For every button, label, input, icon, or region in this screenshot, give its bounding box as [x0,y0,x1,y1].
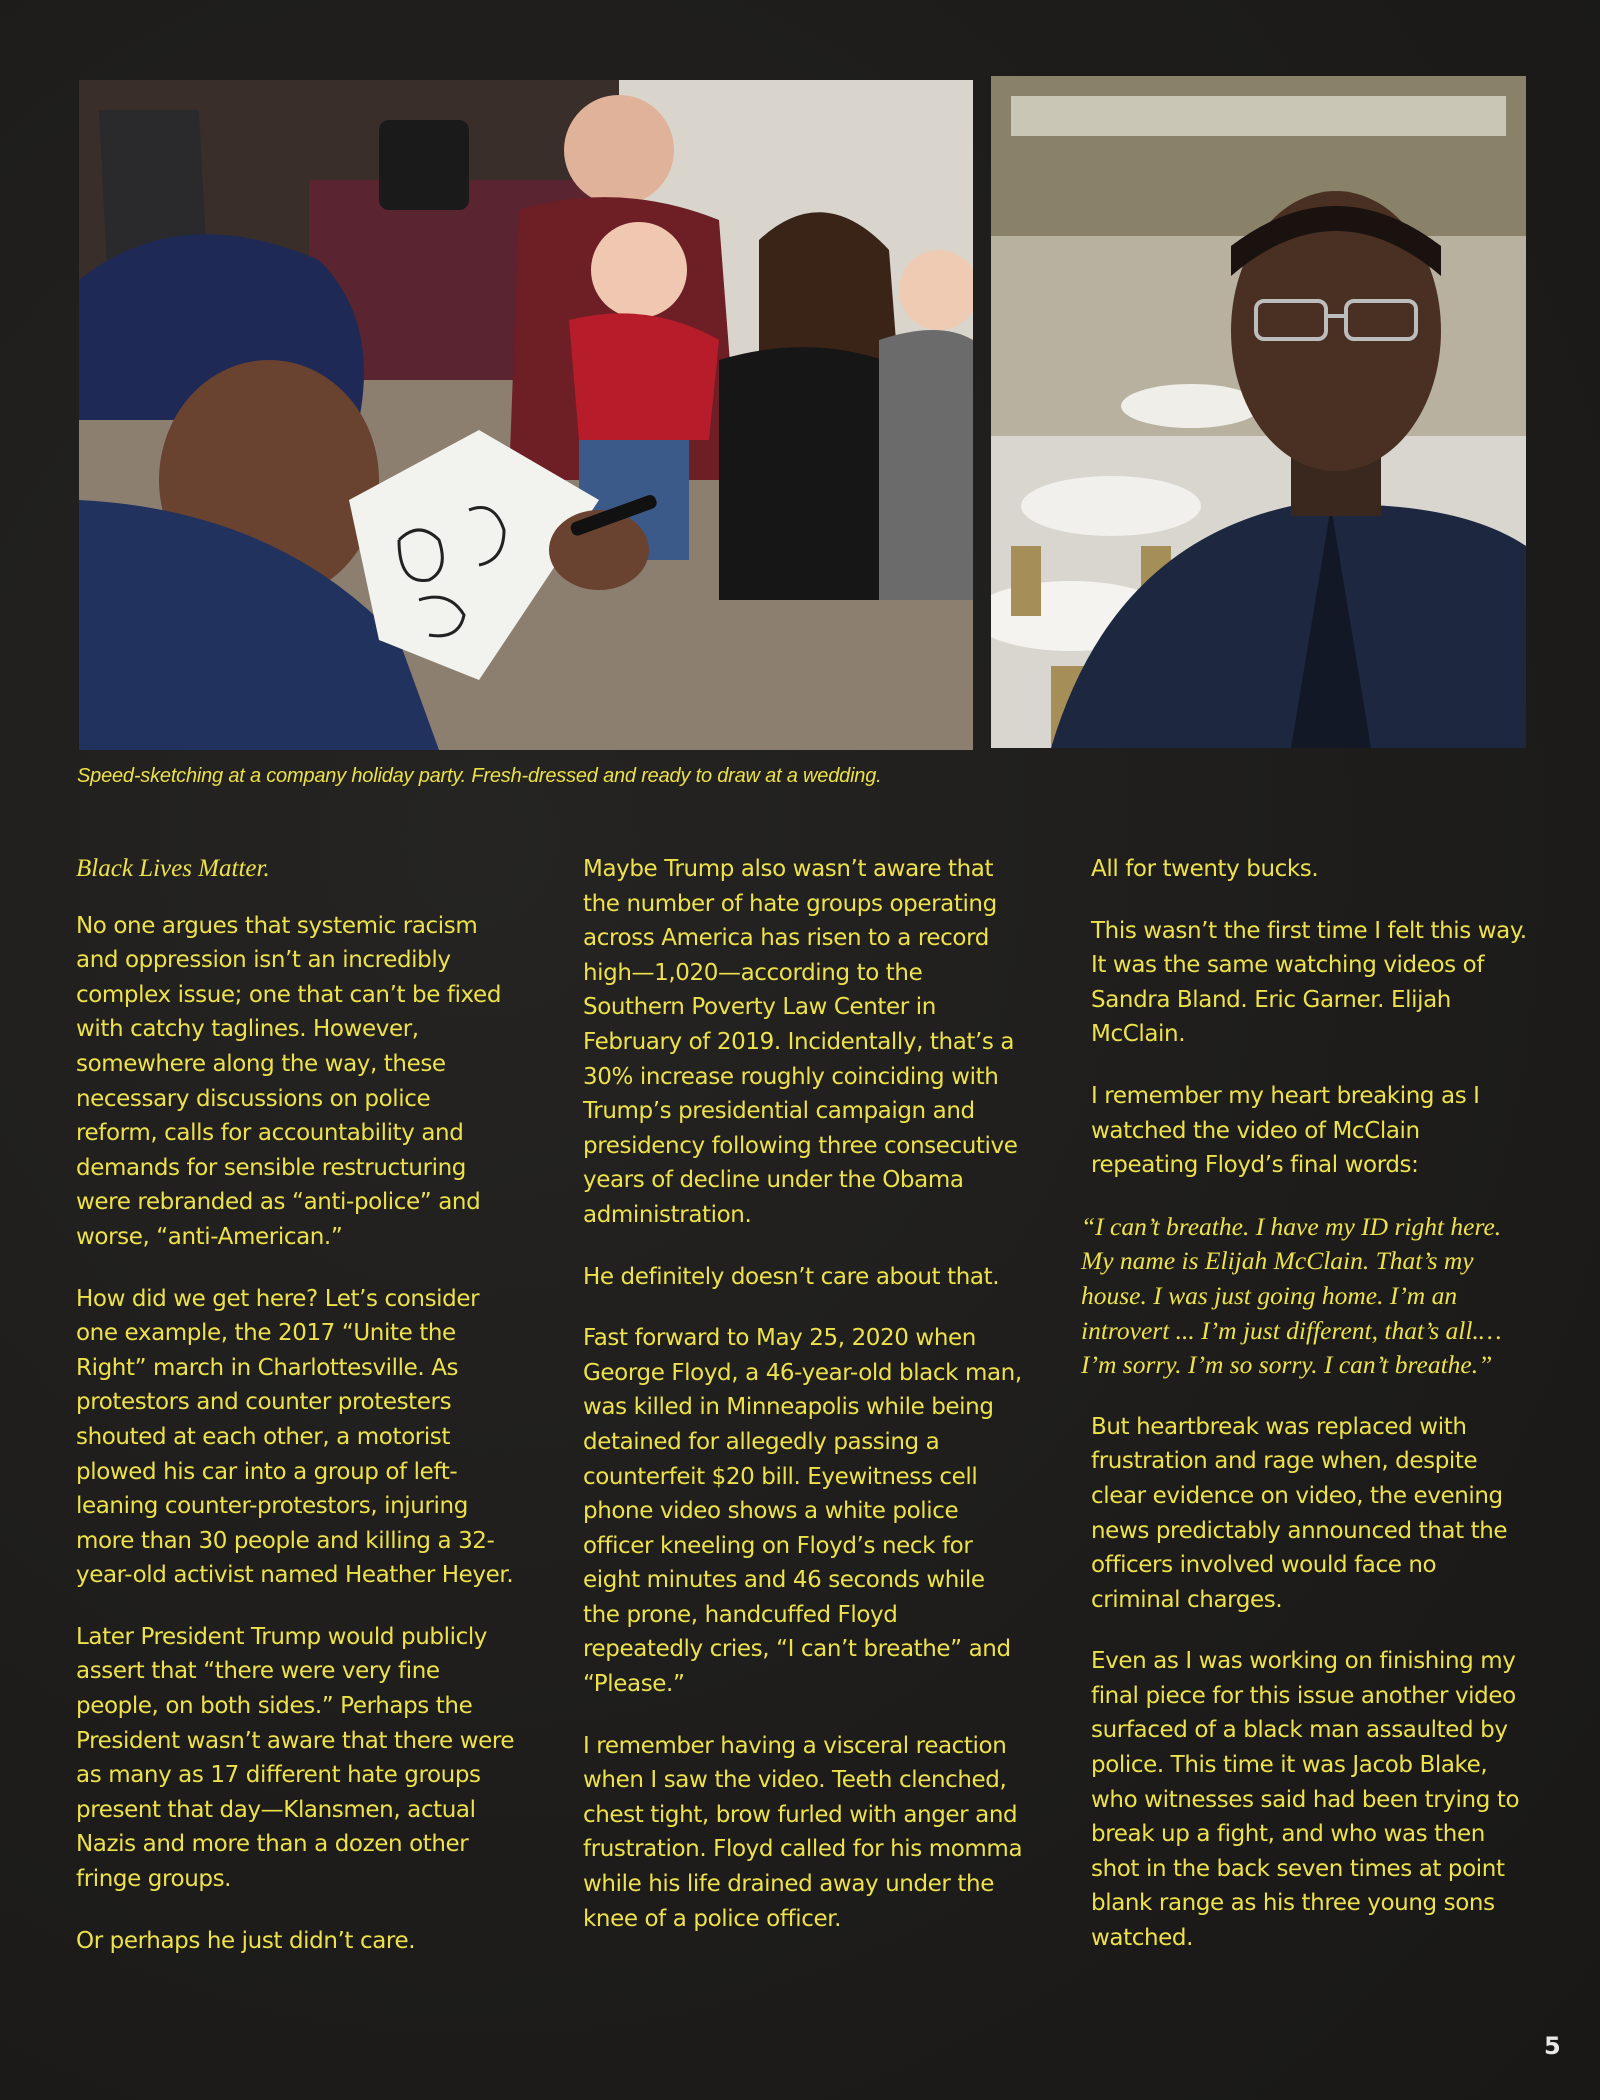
paragraph: Maybe Trump also wasn’t aware that the number of hate groups operating across America has risen to a record high—1,020—according to the Southern Poverty Law Center in February of 2019. Incidentally, that’s a 30% increase roughly coinciding with Trump’s presidential campaign and presidency following three consecutive years of decline under the Obama administration. [583,856,1018,1228]
article-column-3 [1081,852,1531,1983]
paragraph: This wasn’t the first time I felt this way. It was the same watching videos of Sandra Bland. Eric Garner. Elijah McClain. [1091,917,1527,1048]
paragraph: Later President Trump would publicly assert that “there were very fine people, on both sides.” Perhaps the President wasn’t aware that there were as many as 17 different hate groups present that day—Klansmen, actual Nazis and more than a dozen other fringe groups. [76,1623,515,1893]
section-heading: Black Lives Matter. [76,855,270,882]
paragraph: He definitely doesn’t care about that. [583,1263,1000,1290]
paragraph: All for twenty bucks. [1091,856,1319,882]
paragraph: No one argues that systemic racism and oppression isn’t an incredibly complex issue; one that can’t be fixed with catchy taglines. However, somewhere along the way, these necessary discussions on police reform, calls for accountability and demands for sensible restructuring were rebranded as “anti-police” and worse, “anti-American.” [76,912,502,1250]
sketching-photo [79,80,973,750]
page-number: 5 [1544,2032,1561,2060]
paragraph: How did we get here? Let’s consider one example, the 2017 “Unite the Right” march in Charlottesville. As protestors and counter protesters shouted at each other, a motorist plowed his car into a group of left-leaning counter-protestors, injuring more than 30 people and killing a 32-year-old activist named Heather Heyer. [76,1285,514,1589]
selfie-photo-illustration [991,76,1526,748]
sketching-photo-illustration [79,80,973,750]
pull-quote: “I can’t breathe. I have my ID right here. My name is Elijah McClain. That’s my house. I was just going home. I’m an introvert ... I’m just different, that’s all.… I’m sorry. I’m so sorry. I can’t breathe.” [1081,1211,1502,1380]
article-column-2 [583,852,1023,1963]
paragraph: I remember having a visceral reaction when I saw the video. Teeth clenched, chest tight, brow furled with anger and frustration. Floyd called for his momma while his life drained away under the knee of a police officer. [583,1732,1023,1932]
paragraph: But heartbreak was replaced with frustration and rage when, despite clear evidence on video, the evening news predictably announced that the officers involved would face no criminal charges. [1091,1413,1508,1613]
selfie-photo [991,76,1526,748]
article-column-1 [76,852,516,1985]
paragraph: Fast forward to May 25, 2020 when George Floyd, a 46-year-old black man, was killed in Minneapolis while being detained for allegedly passing a counterfeit $20 bill. Eyewitness cell phone video shows a white police officer kneeling on Floyd’s neck for eight minutes and 46 seconds while the prone, handcuffed Floyd repeatedly cries, “I can’t breathe” and “Please.” [583,1325,1022,1698]
paragraph: Even as I was working on finishing my final piece for this issue another video surfaced of a black man assaulted by police. This time it was Jacob Blake, who witnesses said had been trying to break up a fight, and who was then shot in the back seven times at point blank range as his three young sons watched. [1091,1648,1520,1952]
paragraph: Or perhaps he just didn’t care. [76,1927,416,1954]
paragraph: I remember my heart breaking as I watched the video of McClain repeating Floyd’s final words: [1091,1082,1480,1179]
photo-caption: Speed-sketching at a company holiday party. Fresh-dressed and ready to draw at a wedding. [77,765,882,787]
